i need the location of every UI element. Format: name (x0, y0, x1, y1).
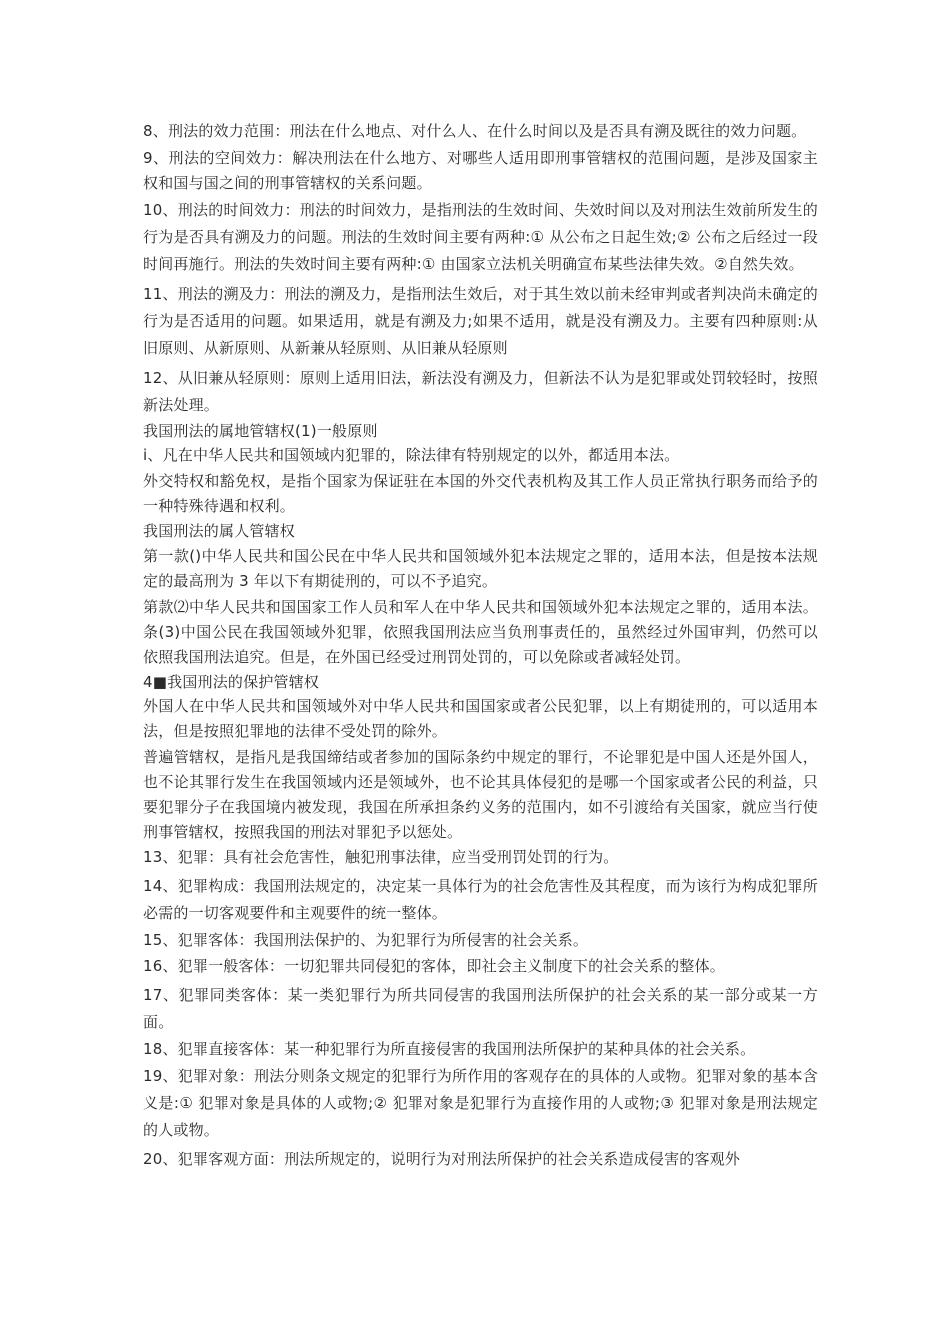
paragraph-personal-clause-1: 第一款()中华人民共和国公民在中华人民共和国领域外犯本法规定之罪的，适用本法，但是按本法规定的最高刑为 3 年以下有期徒刑的，可以不予追究。 (143, 547, 818, 590)
paragraph-17-similar-object: 17、犯罪同类客体：某一类犯罪行为所共同侵害的我国刑法所保护的社会关系的某一部分或某一方面。 (143, 986, 818, 1031)
heading-protective-jurisdiction: 4■我国刑法的保护管辖权 (143, 673, 320, 691)
paragraph-9-spatial-effect: 9、刑法的空间效力：解决刑法在什么地方、对哪些人适用即刑事管辖权的范围问题，是涉及国家主权和国与国之间的刑事管辖权的关系问题。 (143, 149, 818, 192)
paragraph-personal-clause-2: 第款⑵中华人民共和国国家工作人员和军人在中华人民共和国领域外犯本法规定之罪的，适用本法。条(3)中国公民在我国领域外犯罪，依照我国刑法应当负刑事责任的，虽然经过外国审判，仍然可以依照我国刑法追究。但是，在外国已经受过刑罚处罚的，可以免除或者减轻处罚。 (143, 598, 818, 666)
paragraph-15-crime-object: 15、犯罪客体：我国刑法保护的、为犯罪行为所侵害的社会关系。 (143, 931, 589, 949)
heading-territorial-jurisdiction: 我国刑法的属地管辖权(1)一般原则 (143, 422, 378, 440)
paragraph-16-general-object: 16、犯罪一般客体：一切犯罪共同侵犯的客体，即社会主义制度下的社会关系的整体。 (143, 957, 725, 975)
paragraph-11-retroactivity: 11、刑法的溯及力：刑法的溯及力，是指刑法生效后，对于其生效以前未经审判或者判决尚未确定的行为是否适用的问题。如果适用，就是有溯及力;如果不适用，就是没有溯及力。主要有四种原则:从旧原则、从新原则、从新兼从轻原则、从旧兼从轻原则 (143, 285, 818, 357)
paragraph-territorial-rule: i、凡在中华人民共和国领域内犯罪的，除法律有特别规定的以外，都适用本法。 (143, 446, 680, 464)
paragraph-13-crime: 13、犯罪：具有社会危害性，触犯刑事法律，应当受刑罚处罚的行为。 (143, 848, 619, 866)
paragraph-19-crime-target: 19、犯罪对象：刑法分则条文规定的犯罪行为所作用的客观存在的具体的人或物。犯罪对象的基本含义是:① 犯罪对象是具体的人或物;② 犯罪对象是犯罪行为直接作用的人或物;③ 犯罪对象是刑法规定的人或物。 (143, 1067, 818, 1139)
heading-personal-jurisdiction: 我国刑法的属人管辖权 (143, 522, 296, 540)
document-body (143, 118, 818, 1172)
paragraph-18-direct-object: 18、犯罪直接客体：某一种犯罪行为所直接侵害的我国刑法所保护的某种具体的社会关系。 (143, 1040, 756, 1058)
paragraph-12-lenient-principle: 12、从旧兼从轻原则：原则上适用旧法，新法没有溯及力，但新法不认为是犯罪或处罚较轻时，按照新法处理。 (143, 369, 818, 414)
paragraph-10-temporal-effect: 10、刑法的时间效力：刑法的时间效力，是指刑法的生效时间、失效时间以及对刑法生效前所发生的行为是否具有溯及力的问题。刑法的生效时间主要有两种:① 从公布之日起生效;② 公布之后经过一段时间再施行。刑法的失效时间主要有两种:① 由国家立法机关明确宣布某些法律失效。②自然失效。 (143, 201, 818, 273)
paragraph-14-crime-constitution: 14、犯罪构成：我国刑法规定的，决定某一具体行为的社会危害性及其程度，而为该行为构成犯罪所必需的一切客观要件和主观要件的统一整体。 (143, 877, 818, 922)
paragraph-universal-jurisdiction: 普遍管辖权，是指凡是我国缔结或者参加的国际条约中规定的罪行，不论罪犯是中国人还是外国人，也不论其罪行发生在我国领域内还是领域外，也不论其具体侵犯的是哪一个国家或者公民的利益，只要犯罪分子在我国境内被发现，我国在所承担条约义务的范围内，如不引渡给有关国家，就应当行使刑事管辖权，按照我国的刑法对罪犯予以惩处。 (143, 748, 818, 841)
paragraph-8-scope-of-effect: 8、刑法的效力范围：刑法在什么地点、对什么人、在什么时间以及是否具有溯及既往的效力问题。 (143, 122, 807, 140)
paragraph-20-objective-aspect: 20、犯罪客观方面：刑法所规定的，说明行为对刑法所保护的社会关系造成侵害的客观外 (143, 1150, 741, 1168)
paragraph-diplomatic-immunity: 外交特权和豁免权，是指个国家为保证驻在本国的外交代表机构及其工作人员正常执行职务而给予的一种特殊待遇和权利。 (143, 472, 818, 515)
paragraph-protective-rule: 外国人在中华人民共和国领域外对中华人民共和国国家或者公民犯罪，以上有期徒刑的，可以适用本法，但是按照犯罪地的法律不受处罚的除外。 (143, 697, 818, 740)
